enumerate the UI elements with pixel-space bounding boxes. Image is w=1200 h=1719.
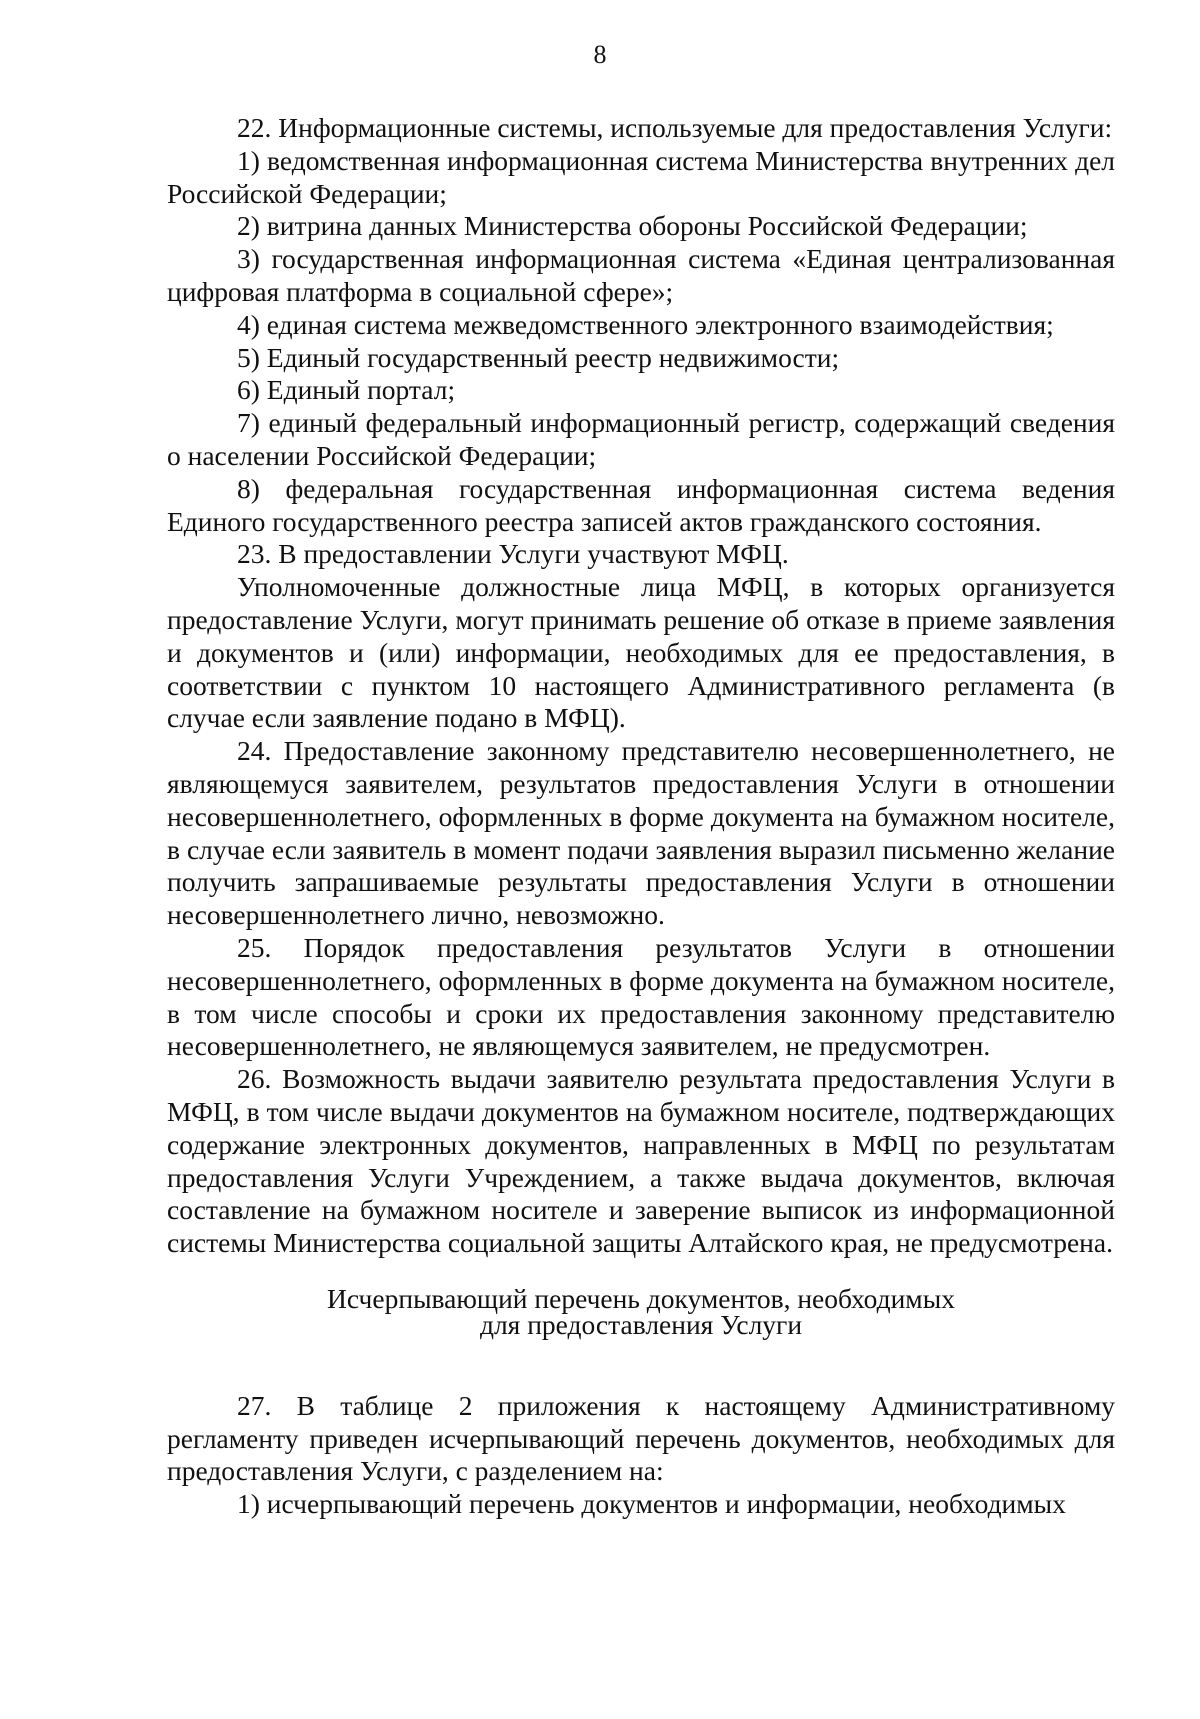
list-item-22-4: 4) единая система межведомственного электронного взаимодействия;	[237, 308, 1054, 340]
paragraph-23: 23. В предоставлении Услуги участвуют МФЦ.	[237, 538, 789, 570]
paragraph-27: 27. В таблице 2 приложения к настоящему Административному регламенту приведен исчерпывающий перечень документов, необходимых для предоставления Услуги, с разделением на:	[167, 1389, 1115, 1487]
page-number: 8	[593, 40, 607, 69]
list-item-22-2: 2) витрина данных Министерства обороны Российской Федерации;	[237, 210, 1028, 242]
list-item-27-1: 1) исчерпывающий перечень документов и информации, необходимых	[237, 1488, 1066, 1520]
paragraph-22: 22. Информационные системы, используемые для предоставления Услуги:	[237, 112, 1113, 143]
paragraph-26: 26. Возможность выдачи заявителю результата предоставления Услуги в МФЦ, в том числе выдачи документов на бумажном носителе, подтверждающих содержание электронных документов, направленных в МФЦ по результатам предоставления Услуги Учреждением, а также выдача документов, включая составление на бумажном носителе и заверение выписок из информационной системы Министерства социальной защиты Алтайского края, не предусмотрена.	[167, 1063, 1115, 1259]
section-heading	[167, 1282, 1115, 1340]
list-item-22-1: 1) ведомственная информационная система Министерства внутренних дел Российской Федерации;	[167, 144, 1115, 209]
document-body	[167, 112, 1115, 1521]
list-item-22-3: 3) государственная информационная система «Единая централизованная цифровая платформа в социальной сфере»;	[167, 243, 1115, 307]
list-item-22-7: 7) единый федеральный информационный регистр, содержащий сведения о населении Российской Федерации;	[167, 407, 1115, 471]
list-item-22-6: 6) Единый портал;	[237, 374, 456, 406]
paragraph-23-continued: Уполномоченные должностные лица МФЦ, в которых организуется предоставление Услуги, могут принимать решение об отказе в приеме заявления и документов и (или) информации, необходимых для ее предоставления, в соответствии с пунктом 10 настоящего Административного регламента (в случае если заявление подано в МФЦ).	[167, 571, 1115, 734]
paragraph-25: 25. Порядок предоставления результатов Услуги в отношении несовершеннолетнего, оформленных в форме документа на бумажном носителе, в том числе способы и сроки их предоставления законному представителю несовершеннолетнего, не являющемуся заявителем, не предусмотрен.	[167, 931, 1115, 1062]
list-item-22-8: 8) федеральная государственная информационная система ведения Единого государственного реестра записей актов гражданского состояния.	[167, 472, 1115, 537]
list-item-22-5: 5) Единый государственный реестр недвижимости;	[237, 341, 840, 373]
paragraph-24: 24. Предоставление законному представителю несовершеннолетнего, не являющемуся заявителем, результатов предоставления Услуги в отношении несовершеннолетнего, оформленных в форме документа на бумажном носителе, в случае если заявитель в момент подачи заявления выразил письменно желание получить запрашиваемые результаты предоставления Услуги в отношении несовершеннолетнего лично, невозможно.	[167, 735, 1115, 931]
section-heading-line-1: Исчерпывающий перечень документов, необходимых	[327, 1282, 955, 1314]
section-heading-line-2: для предоставления Услуги	[479, 1308, 803, 1340]
